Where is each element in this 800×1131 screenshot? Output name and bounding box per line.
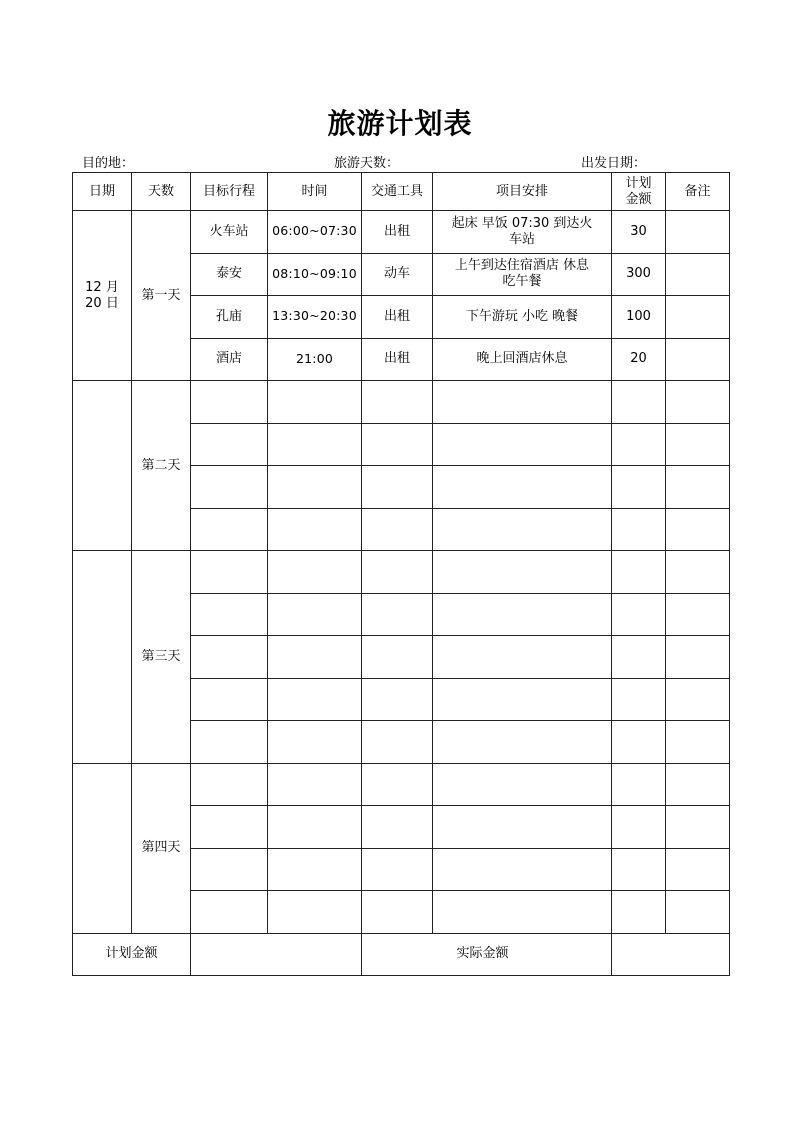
transport-cell[interactable] — [362, 636, 433, 679]
amount-cell[interactable] — [612, 806, 666, 849]
transport-cell[interactable] — [362, 593, 433, 636]
header-day: 天数 — [132, 173, 191, 211]
travel-plan-table — [72, 172, 730, 976]
amount-cell[interactable] — [612, 678, 666, 721]
amount-cell[interactable] — [612, 636, 666, 679]
amount-cell[interactable]: 100 — [612, 296, 666, 339]
actual-amount-value[interactable] — [612, 933, 730, 975]
arrangement-cell[interactable]: 起床 早饭 07:30 到达火 车站 — [433, 211, 612, 254]
arrangement-cell[interactable] — [433, 848, 612, 891]
day-label-cell: 第一天 — [132, 211, 191, 381]
transport-cell[interactable] — [362, 381, 433, 424]
header-transport: 交通工具 — [362, 173, 433, 211]
time-cell[interactable]: 21:00 — [268, 338, 362, 381]
table-row — [73, 211, 730, 254]
arrangement-cell[interactable] — [433, 423, 612, 466]
destination-cell[interactable] — [191, 848, 268, 891]
amount-cell[interactable] — [612, 848, 666, 891]
plan-body — [73, 211, 730, 934]
note-cell[interactable] — [666, 763, 730, 806]
arrangement-cell[interactable] — [433, 678, 612, 721]
time-cell[interactable]: 06:00~07:30 — [268, 211, 362, 254]
amount-cell[interactable]: 30 — [612, 211, 666, 254]
transport-cell[interactable] — [362, 678, 433, 721]
table-row — [73, 763, 730, 806]
destination-cell[interactable] — [191, 721, 268, 764]
destination-cell[interactable] — [191, 806, 268, 849]
transport-cell[interactable] — [362, 891, 433, 934]
arrangement-cell[interactable] — [433, 721, 612, 764]
transport-cell[interactable]: 出租 — [362, 338, 433, 381]
transport-cell[interactable] — [362, 721, 433, 764]
header-arrangement: 项目安排 — [433, 173, 612, 211]
time-cell[interactable] — [268, 721, 362, 764]
arrangement-cell[interactable] — [433, 551, 612, 594]
arrangement-cell[interactable] — [433, 466, 612, 509]
transport-cell[interactable] — [362, 466, 433, 509]
departure-date-label: 出发日期： — [581, 156, 647, 171]
day-label-cell: 第四天 — [132, 763, 191, 933]
amount-cell[interactable] — [612, 466, 666, 509]
header-amount: 计划 金额 — [612, 173, 666, 211]
time-cell[interactable] — [268, 508, 362, 551]
destination-cell[interactable] — [191, 508, 268, 551]
note-cell[interactable] — [666, 551, 730, 594]
day-date-cell — [73, 763, 132, 933]
destination-cell[interactable] — [191, 551, 268, 594]
amount-cell[interactable]: 300 — [612, 253, 666, 296]
time-cell[interactable]: 08:10~09:10 — [268, 253, 362, 296]
time-cell[interactable] — [268, 806, 362, 849]
header-note: 备注 — [666, 173, 730, 211]
destination-cell[interactable] — [191, 381, 268, 424]
destination-cell[interactable] — [191, 466, 268, 509]
note-cell[interactable] — [666, 381, 730, 424]
arrangement-cell[interactable] — [433, 636, 612, 679]
amount-cell[interactable] — [612, 508, 666, 551]
destination-cell[interactable] — [191, 891, 268, 934]
note-cell[interactable] — [666, 848, 730, 891]
table-row — [73, 381, 730, 424]
table-row — [73, 551, 730, 594]
day-label-cell: 第三天 — [132, 551, 191, 764]
amount-cell[interactable] — [612, 551, 666, 594]
day-label-cell: 第二天 — [132, 381, 191, 551]
transport-cell[interactable] — [362, 551, 433, 594]
transport-cell[interactable] — [362, 848, 433, 891]
time-cell[interactable] — [268, 636, 362, 679]
arrangement-cell[interactable] — [433, 763, 612, 806]
day-date-cell: 12 月 20 日 — [73, 211, 132, 381]
time-cell[interactable] — [268, 678, 362, 721]
day-date-cell — [73, 381, 132, 551]
time-cell[interactable] — [268, 381, 362, 424]
arrangement-cell[interactable] — [433, 806, 612, 849]
note-cell[interactable] — [666, 508, 730, 551]
time-cell[interactable] — [268, 466, 362, 509]
note-cell[interactable] — [666, 593, 730, 636]
header-destination: 目标行程 — [191, 173, 268, 211]
destination-cell[interactable] — [191, 678, 268, 721]
arrangement-cell[interactable] — [433, 891, 612, 934]
amount-cell[interactable] — [612, 891, 666, 934]
note-cell[interactable] — [666, 296, 730, 339]
destination-cell[interactable] — [191, 423, 268, 466]
transport-cell[interactable]: 出租 — [362, 296, 433, 339]
destination-cell[interactable]: 酒店 — [191, 338, 268, 381]
note-cell[interactable] — [666, 466, 730, 509]
destination-cell[interactable] — [191, 636, 268, 679]
destination-cell[interactable]: 孔庙 — [191, 296, 268, 339]
destination-cell[interactable]: 火车站 — [191, 211, 268, 254]
planned-amount-value[interactable] — [191, 933, 362, 975]
amount-cell[interactable] — [612, 423, 666, 466]
time-cell[interactable] — [268, 423, 362, 466]
actual-amount-label: 实际金额 — [362, 933, 612, 975]
footer-row — [73, 933, 730, 975]
time-cell[interactable] — [268, 848, 362, 891]
note-cell[interactable] — [666, 721, 730, 764]
destination-cell[interactable]: 泰安 — [191, 253, 268, 296]
arrangement-cell[interactable]: 晚上回酒店休息 — [433, 338, 612, 381]
arrangement-cell[interactable]: 下午游玩 小吃 晚餐 — [433, 296, 612, 339]
page-title: 旅游计划表 — [327, 107, 473, 140]
day-date-cell — [73, 551, 132, 764]
note-cell[interactable] — [666, 806, 730, 849]
transport-cell[interactable] — [362, 763, 433, 806]
transport-cell[interactable] — [362, 806, 433, 849]
note-cell[interactable] — [666, 211, 730, 254]
time-cell[interactable] — [268, 593, 362, 636]
amount-cell[interactable]: 20 — [612, 338, 666, 381]
note-cell[interactable] — [666, 891, 730, 934]
transport-cell[interactable]: 出租 — [362, 211, 433, 254]
amount-cell[interactable] — [612, 593, 666, 636]
travel-days-label: 旅游天数： — [334, 156, 400, 171]
transport-cell[interactable] — [362, 508, 433, 551]
arrangement-cell[interactable]: 上午到达住宿酒店 休息 吃午餐 — [433, 253, 612, 296]
time-cell[interactable] — [268, 763, 362, 806]
time-cell[interactable]: 13:30~20:30 — [268, 296, 362, 339]
destination-label: 目的地： — [82, 156, 135, 171]
transport-cell[interactable]: 动车 — [362, 253, 433, 296]
time-cell[interactable] — [268, 551, 362, 594]
note-cell[interactable] — [666, 253, 730, 296]
planned-amount-label: 计划金额 — [73, 933, 191, 975]
arrangement-cell[interactable] — [433, 593, 612, 636]
destination-cell[interactable] — [191, 763, 268, 806]
amount-cell[interactable] — [612, 721, 666, 764]
note-cell[interactable] — [666, 423, 730, 466]
destination-cell[interactable] — [191, 593, 268, 636]
note-cell[interactable] — [666, 338, 730, 381]
header-row — [73, 173, 730, 211]
transport-cell[interactable] — [362, 423, 433, 466]
note-cell[interactable] — [666, 636, 730, 679]
time-cell[interactable] — [268, 891, 362, 934]
header-date: 日期 — [73, 173, 132, 211]
amount-cell[interactable] — [612, 381, 666, 424]
amount-cell[interactable] — [612, 763, 666, 806]
note-cell[interactable] — [666, 678, 730, 721]
arrangement-cell[interactable] — [433, 508, 612, 551]
header-time: 时间 — [268, 173, 362, 211]
arrangement-cell[interactable] — [433, 381, 612, 424]
